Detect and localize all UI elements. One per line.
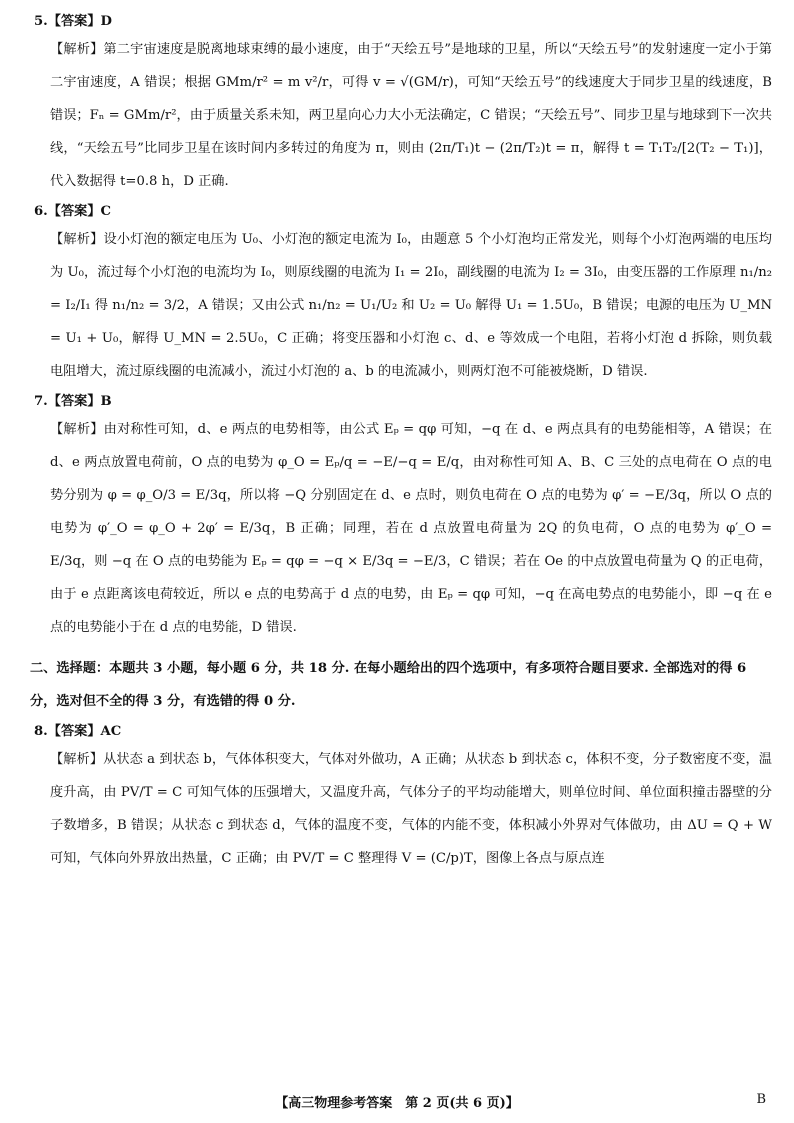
q8-analysis: 【解析】从状态 a 到状态 b，气体体积变大，气体对外做功，A 正确；从状态 b 到状态 c，体积不变，分子数密度不变，温度升高，由 PV/T = C 可知气体的压强增大，又温度升高，气体分子的平均动能增大，则单位时间、单位面积撞击器壁的分子数增多，B 错误；从状态 c 到状态 d，气体的温度不变，气体的内能不变，体积减小外界对气体做功，由 ΔU = Q + W 可知，气体向外界放出热量，C 正确；由 PV/T = C 整理得 V = (C/p)T，图像上各点与原点连 [50,752,772,866]
q5-analysis: 【解析】第二宇宙速度是脱离地球束缚的最小速度，由于“天绘五号”是地球的卫星，所以“天绘五号”的发射速度一定小于第二宇宙速度，A 错误；根据 GMm/r² = m v²/r，可得 v = √(GM/r)，可知“天绘五号”的线速度大于同步卫星的线速度，B 错误；Fₙ = GMm/r²，由于质量关系未知，两卫星向心力大小无法确定，C 错误；“天绘五号”、同步卫星与地球到下一次共线，“天绘五号”比同步卫星在该时间内多转过的角度为 π，则由 (2π/T₁)t − (2π/T₂)t = π，解得 t = T₁T₂/[2(T₂ − T₁)]，代入数据得 t=0.8 h，D 正确. [50,42,772,189]
q6-answer: 6.【答案】C [34,204,112,219]
paper-version-label: B [756,1092,766,1107]
answer-page [30,8,772,875]
q6-analysis: 【解析】设小灯泡的额定电压为 U₀、小灯泡的额定电流为 I₀，由题意 5 个小灯泡均正常发光，则每个小灯泡两端的电压均为 U₀，流过每个小灯泡的电流均为 I₀，则原线圈的电流为 I₁ = 2I₀，副线圈的电流为 I₂ = 3I₀，由变压器的工作原理 n₁/n₂ = I₂/I₁ 得 n₁/n₂ = 3/2，A 错误；又由公式 n₁/n₂ = U₁/U₂ 和 U₂ = U₀ 解得 U₁ = 1.5U₀，B 错误；电源的电压为 U_MN = U₁ + U₀，解得 U_MN = 2.5U₀，C 正确；将变压器和小灯泡 c、d、e 等效成一个电阻，若将小灯泡 d 拆除，则负载电阻增大，流过原线圈的电流减小，流过小灯泡的 a、b 的电流减小，则两灯泡不可能被烧断，D 错误. [50,232,772,379]
section-2-heading: 二、选择题：本题共 3 小题，每小题 6 分，共 18 分. 在每小题给出的四个选项中，有多项符合题目要求. 全部选对的得 6 分，选对但不全的得 3 分，有选错的得 0 分. [30,661,747,709]
q8-answer: 8.【答案】AC [34,724,122,739]
q5-answer: 5.【答案】D [34,14,112,29]
page-footer: 【高三物理参考答案 第 2 页(共 6 页)】 [275,1096,519,1111]
q7-answer: 7.【答案】B [34,394,112,409]
q7-analysis: 【解析】由对称性可知，d、e 两点的电势相等，由公式 Eₚ = qφ 可知，−q 在 d、e 两点具有的电势能相等，A 错误；在 d、e 两点放置电荷前，O 点的电势为 φ_O = Eₚ/q = −E/−q = E/q，由对称性可知 A、B、C 三处的点电荷在 O 点的电势分别为 φ = φ_O/3 = E/3q，所以将 −Q 分别固定在 d、e 点时，则负电荷在 O 点的电势为 φ′ = −E/3q，所以 O 点的电势为 φ′_O = φ_O + 2φ′ = E/3q，B 正确；同理，若在 d 点放置电荷量为 2Q 的负电荷，O 点的电势为 φ′_O = E/3q，则 −q 在 O 点的电势能为 Eₚ = qφ = −q × E/3q = −E/3，C 错误；若在 Oe 的中点放置电荷量为 Q 的正电荷，由于 e 点距离该电荷较近，所以 e 点的电势高于 d 点的电势，由 Eₚ = qφ 可知，−q 在高电势点的电势能小，即 −q 在 e 点的电势能小于在 d 点的电势能，D 错误. [50,422,772,635]
